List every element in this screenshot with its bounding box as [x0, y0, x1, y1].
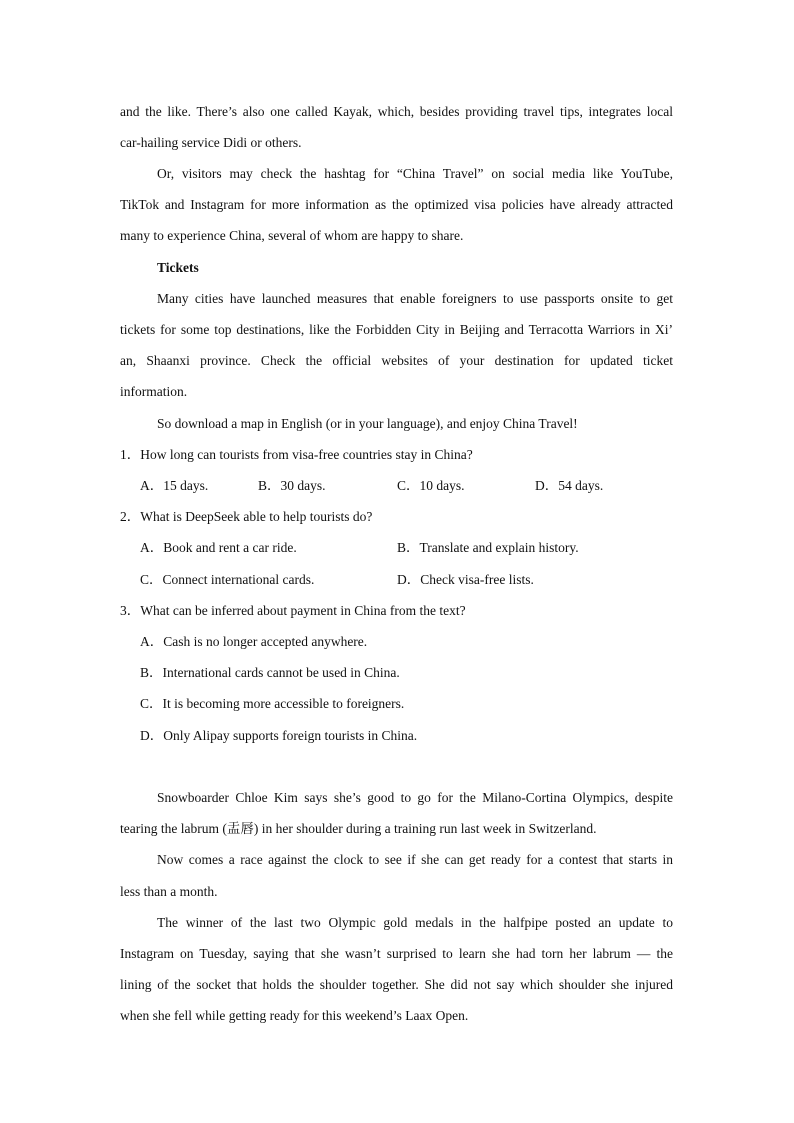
- answer-option: D．Check visa-free lists.: [397, 572, 534, 587]
- paragraph-line: information.: [120, 384, 188, 399]
- section-heading: Tickets: [157, 260, 199, 275]
- question-stem: 3．What can be inferred about payment in China from the text?: [120, 603, 466, 618]
- question-stem: 2．What is DeepSeek able to help tourists do?: [120, 509, 373, 524]
- paragraph-line: Or, visitors may check the hashtag for “China Travel” on social media like YouTube,: [157, 166, 673, 181]
- answer-option: C．10 days.: [397, 478, 465, 493]
- paragraph-line: tickets for some top destinations, like the Forbidden City in Beijing and Terracotta Warriors in Xi’: [120, 322, 673, 337]
- answer-option: A．Book and rent a car ride.: [140, 540, 297, 555]
- answer-option: D．Only Alipay supports foreign tourists in China.: [140, 728, 418, 743]
- paragraph-line: TikTok and Instagram for more information as the optimized visa policies have already attracted: [120, 197, 673, 212]
- paragraph-line: many to experience China, several of whom are happy to share.: [120, 228, 464, 243]
- answer-option: A．15 days.: [140, 478, 209, 493]
- paragraph-line: Snowboarder Chloe Kim says she’s good to go for the Milano-Cortina Olympics, despite: [157, 790, 673, 805]
- answer-option: A．Cash is no longer accepted anywhere.: [140, 634, 368, 649]
- paragraph-line: Many cities have launched measures that enable foreigners to use passports onsite to get: [157, 291, 673, 306]
- paragraph-line: Now comes a race against the clock to see if she can get ready for a contest that starts in: [157, 852, 673, 867]
- paragraph-line: So download a map in English (or in your language), and enjoy China Travel!: [157, 416, 578, 431]
- paragraph-line: tearing the labrum (盂唇) in her shoulder during a training run last week in Switzerland.: [120, 821, 597, 836]
- paragraph-line: an, Shaanxi province. Check the official websites of your destination for updated ticket: [120, 353, 673, 368]
- answer-option: D．54 days.: [535, 478, 604, 493]
- paragraph-line: The winner of the last two Olympic gold medals in the halfpipe posted an update to: [157, 915, 673, 930]
- answer-option: C．It is becoming more accessible to foreigners.: [140, 696, 405, 711]
- answer-option: B．30 days.: [258, 478, 326, 493]
- answer-option: B．Translate and explain history.: [397, 540, 579, 555]
- answer-option: C．Connect international cards.: [140, 572, 315, 587]
- paragraph-line: when she fell while getting ready for this weekend’s Laax Open.: [120, 1008, 469, 1023]
- paragraph-line: and the like. There’s also one called Kayak, which, besides providing travel tips, integrates local: [120, 104, 673, 119]
- paragraph-line: lining of the socket that holds the shoulder together. She did not say which shoulder she injured: [120, 977, 673, 992]
- paragraph-line: less than a month.: [120, 884, 218, 899]
- answer-option: B．International cards cannot be used in China.: [140, 665, 400, 680]
- question-stem: 1．How long can tourists from visa-free countries stay in China?: [120, 447, 473, 462]
- paragraph-line: Instagram on Tuesday, saying that she wasn’t surprised to learn she had torn her labrum — the: [120, 946, 673, 961]
- paragraph-line: car-hailing service Didi or others.: [120, 135, 302, 150]
